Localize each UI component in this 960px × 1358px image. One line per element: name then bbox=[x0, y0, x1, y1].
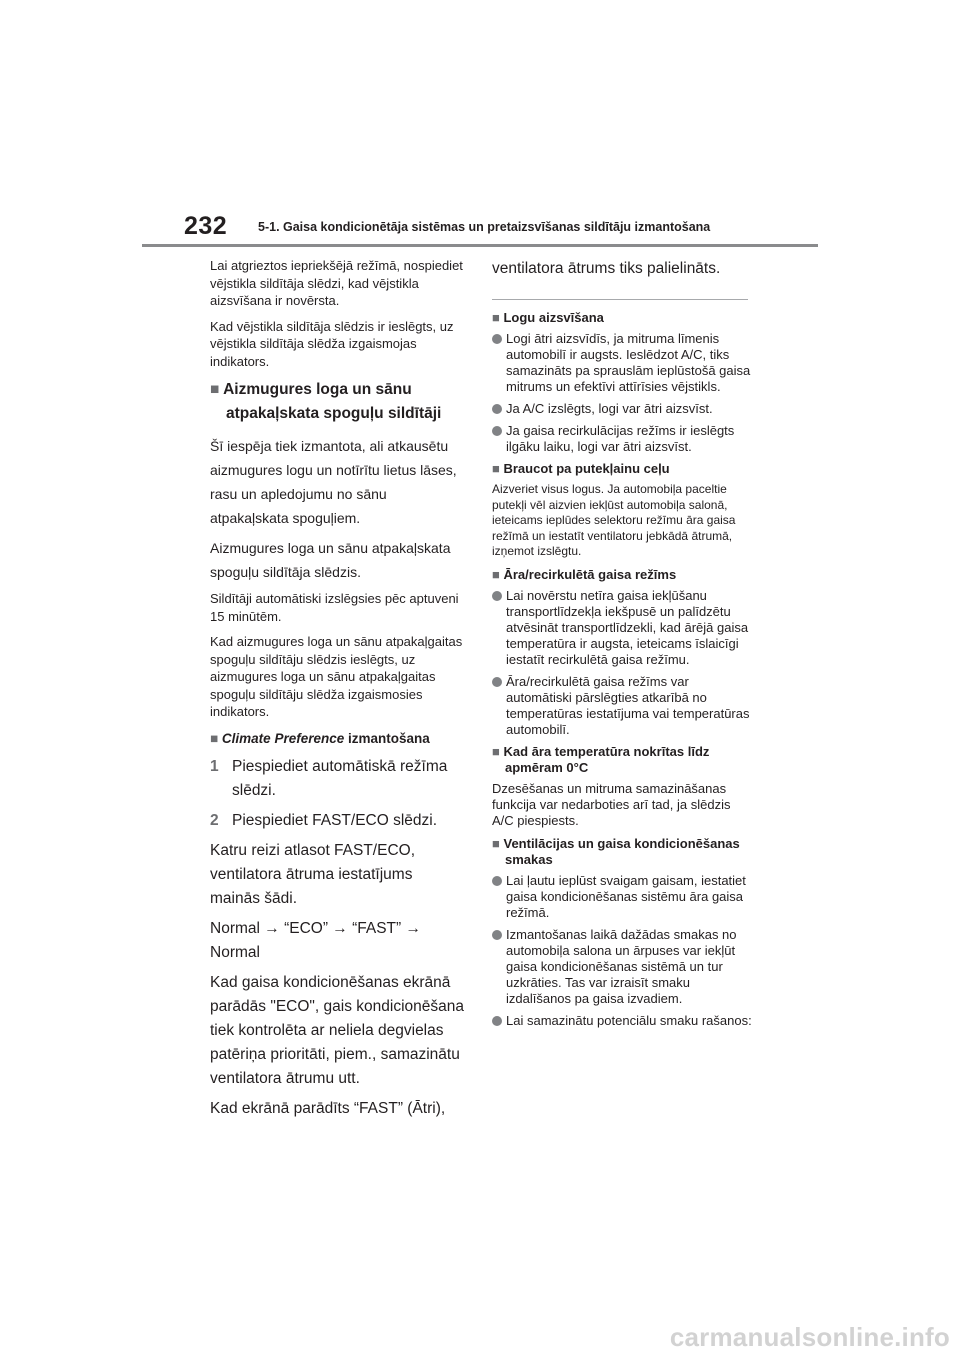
paragraph: Lai atgrieztos iepriekšējā režīmā, nospiediet vējstikla sildītāja slēdzi, kad vējstikla aizsvīšana ir novērsta. bbox=[210, 258, 463, 308]
heading-text: izmantošana bbox=[344, 730, 430, 746]
list-item bbox=[492, 331, 754, 395]
bullet-dot-icon bbox=[492, 876, 502, 886]
paragraph: ventilatora ātrums tiks palielināts. bbox=[492, 260, 721, 277]
heading-text: Kad āra temperatūra nokrītas līdz apmēram 0°C bbox=[503, 743, 710, 775]
section-heading-temp bbox=[492, 744, 754, 776]
watermark: carmanualsonline.info bbox=[669, 1322, 950, 1352]
paragraph: Katru reizi atlasot FAST/ECO, ventilatora ātruma iestatījums mainās šādi. bbox=[210, 841, 416, 907]
bullet-dot-icon bbox=[492, 426, 502, 436]
paragraph: Šī iespēja tiek izmantota, ali atkausētu aizmugures logu un notīrītu lietus lāses, rasu un apledojumu no sānu atpakaļskata spoguļiem. bbox=[210, 438, 457, 526]
list-item-text: Lai ļautu ieplūst svaigam gaisam, iestatiet gaisa kondicionēšanas sistēmu āra gaisa režīmā. bbox=[506, 872, 746, 920]
square-bullet-icon: ■ bbox=[492, 461, 500, 476]
heading-text: Aizmugures loga un sānu atpakaļskata spoguļu sildītāji bbox=[223, 381, 442, 422]
paragraph: Kad vējstikla sildītāja slēdzis ir ieslēgts, uz vējstikla sildītāja slēdža izgaismojas indikators. bbox=[210, 318, 454, 369]
heading-emphasis: Climate Preference bbox=[221, 730, 345, 746]
section-heading-fog bbox=[492, 310, 754, 326]
paragraph: Aizveriet visus logus. Ja automobiļa paceltie putekļi vēl aizvien iekļūst automobiļa salonā, ieteicams ieplūdes selektoru režīmu āra gaisa režīmā un iestatīt ventilatoru jebkādā ātrumā, izņemot izslēgtu. bbox=[492, 482, 736, 558]
paragraph: Kad gaisa kondicionēšanas ekrānā parādās "ECO", gais kondicionēšana tiek kontrolēta ar neliela degvielas patēriņa prioritāti, piem., samazinātu ventilatora ātrumu utt. bbox=[210, 973, 464, 1087]
paragraph: Aizmugures loga un sānu atpakaļskata spoguļu sildītāja slēdzis. bbox=[210, 540, 451, 580]
square-bullet-icon: ■ bbox=[210, 381, 220, 398]
page-number: 232 bbox=[184, 212, 228, 240]
paragraph: Sildītāji automātiski izslēgsies pēc aptuveni 15 minūtēm. bbox=[210, 591, 459, 624]
square-bullet-icon: ■ bbox=[492, 566, 500, 582]
list-item-text: Lai samazinātu potenciālu smaku rašanos: bbox=[506, 1012, 752, 1028]
list-item bbox=[492, 588, 754, 668]
divider bbox=[492, 299, 748, 300]
list-item-text: Logi ātri aizsvīdīs, ja mitruma līmenis automobilī ir augsts. Ieslēdzot A/C, tiks samazināts pa sprauslām ieplūstošā gaisa mitrums un efektīvi attīrīsies vējstikls. bbox=[506, 331, 751, 394]
heading-text: Āra/recirkulētā gaisa režīms bbox=[503, 566, 677, 582]
list-item-text: Lai novērstu netīra gaisa iekļūšanu transportlīdzekļa iekšpusē un palīdzētu atvēsināt transportlīdzekli, kad ārējā gaisa temperatūra ir augsta, ieteicams īslaicīgi iestatīt recirkulētā gaisa režīmu. bbox=[506, 587, 749, 667]
bullet-dot-icon bbox=[492, 930, 502, 940]
right-column bbox=[492, 257, 754, 1035]
section-heading-climate bbox=[210, 729, 466, 749]
list-item-text: Ja A/C izslēgts, logi var ātri aizsvīst. bbox=[506, 401, 713, 416]
list-item-text: Izmantošanas laikā dažādas smakas no automobiļa salona un ārpuses var iekļūt gaisa kondicionēšanas sistēmā un tur uzkrāties. Tas var izraisīt smaku izdalīšanos pa gaisa izvadiem. bbox=[506, 926, 737, 1006]
square-bullet-icon: ■ bbox=[210, 730, 219, 746]
paragraph: Dzesēšanas un mitruma samazināšanas funkcija var nedarboties arī tad, ja slēdzis A/C piespiests. bbox=[492, 780, 731, 828]
header-title: 5-1. Gaisa kondicionētāja sistēmas un pretaizsvīšanas sildītāju izmantošana bbox=[258, 220, 711, 234]
bullet-dot-icon bbox=[492, 334, 502, 344]
bullet-dot-icon bbox=[492, 1016, 502, 1026]
bullet-dot-icon bbox=[492, 677, 502, 687]
list-item bbox=[492, 1013, 754, 1029]
step-number: 1 bbox=[210, 757, 219, 775]
step-1 bbox=[210, 755, 466, 803]
header-rule bbox=[142, 244, 818, 247]
square-bullet-icon: ■ bbox=[492, 835, 500, 851]
section-heading-dusty bbox=[492, 461, 754, 477]
list-item bbox=[492, 423, 754, 455]
list-item bbox=[492, 401, 754, 417]
square-bullet-icon: ■ bbox=[492, 310, 500, 325]
list-item-text: Āra/recirkulētā gaisa režīms var automātiski pārslēgties atkarībā no temperatūras iestatījuma vai temperatūras automobilī. bbox=[506, 673, 750, 737]
heading-text: Braucot pa putekļainu ceļu bbox=[503, 461, 670, 476]
list-item bbox=[492, 927, 754, 1007]
step-number: 2 bbox=[210, 811, 219, 829]
list-item bbox=[492, 674, 754, 738]
paragraph: Kad ekrānā parādīts “FAST” (Ātri), bbox=[210, 1099, 446, 1117]
heading-text: Logu aizsvīšana bbox=[503, 310, 604, 325]
bullet-dot-icon bbox=[492, 404, 502, 414]
heading-text: Ventilācijas un gaisa kondicionēšanas smakas bbox=[503, 835, 740, 867]
list-item bbox=[492, 873, 754, 921]
step-2 bbox=[210, 809, 466, 833]
section-heading-mirrors bbox=[210, 378, 466, 426]
step-text: Piespiediet automātiskā režīma slēdzi. bbox=[232, 757, 448, 799]
paragraph: Normal → “ECO” → “FAST” → Normal bbox=[210, 919, 421, 961]
square-bullet-icon: ■ bbox=[492, 743, 500, 759]
bullet-dot-icon bbox=[492, 591, 502, 601]
paragraph: Kad aizmugures loga un sānu atpakaļgaitas spoguļu sildītāju slēdzis ieslēgts, uz aizmugures loga un sānu atpakaļgaitas spoguļu sildītāju slēdža izgaismosies indikators. bbox=[210, 634, 463, 719]
left-column bbox=[210, 257, 466, 1127]
section-heading-mode bbox=[492, 567, 754, 583]
section-heading-odor bbox=[492, 836, 754, 868]
step-text: Piespiediet FAST/ECO slēdzi. bbox=[232, 811, 438, 829]
list-item-text: Ja gaisa recirkulācijas režīms ir ieslēgts ilgāku laiku, logi var ātri aizsvīst. bbox=[506, 423, 735, 454]
